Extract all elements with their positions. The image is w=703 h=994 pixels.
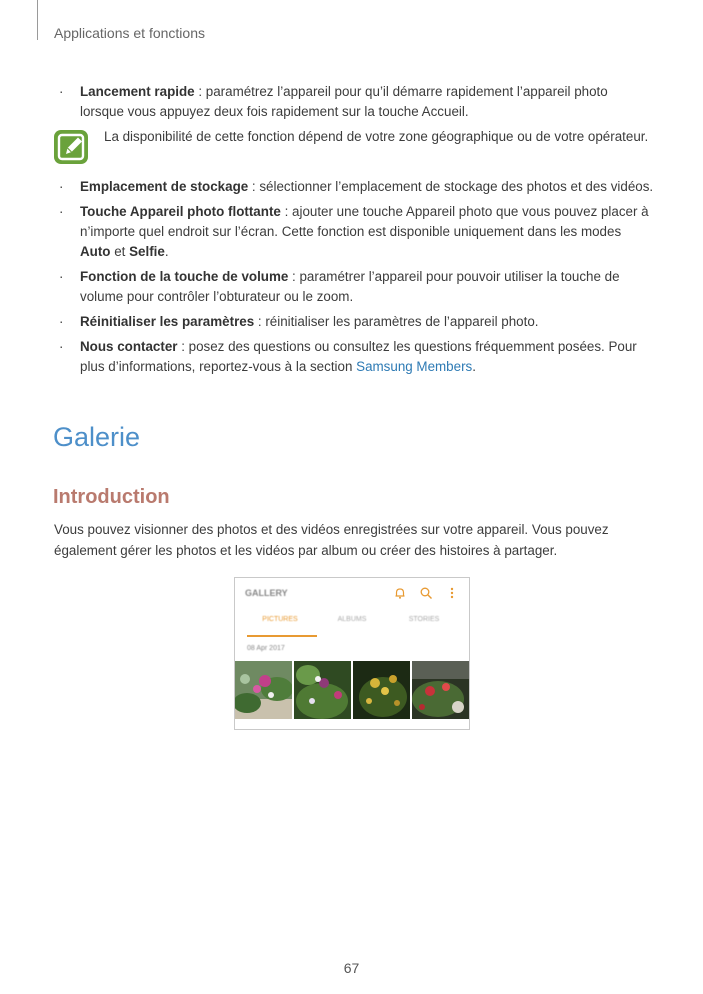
list-item xyxy=(54,312,654,332)
photo-thumbnails xyxy=(235,661,469,719)
bullet-term: Fonction de la touche de volume xyxy=(80,269,289,284)
bullet-text: : ajouter une touche Appareil photo que vous pouvez placer à n’importe quel endroit sur l’écran. Cette fonction est disponible uniquement dans les modes xyxy=(80,204,649,239)
bullet-term: Emplacement de stockage xyxy=(80,179,249,194)
section-subtitle: Introduction xyxy=(53,486,170,508)
tab-pictures: PICTURES xyxy=(262,616,298,623)
bullet-icon: · xyxy=(59,314,64,329)
bullet-term: Lancement rapide xyxy=(80,84,195,99)
more-vertical-icon xyxy=(445,586,459,600)
bullet-text: : paramétrez l’appareil pour qu’il démarre rapidement l’appareil photo lorsque vous appuyez deux fois rapidement sur la touche Accueil. xyxy=(80,84,608,119)
bullet-term: Nous contacter xyxy=(80,339,178,354)
bullet-icon: · xyxy=(59,179,64,194)
gallery-screenshot xyxy=(234,577,470,730)
bullet-text-end: . xyxy=(164,244,169,259)
note-pencil-icon xyxy=(54,130,88,164)
bullet-icon: · xyxy=(59,269,64,284)
mode-selfie: Selfie xyxy=(129,244,165,259)
bell-icon xyxy=(393,586,407,600)
settings-bullet-list xyxy=(54,82,654,382)
bullet-text: : posez des questions ou consultez les questions fréquemment posées. Pour plus d’informations, reportez-vous à la section xyxy=(80,339,637,374)
bullet-icon: · xyxy=(59,204,64,219)
header-rule xyxy=(37,0,38,40)
date-label: 08 Apr 2017 xyxy=(247,645,285,652)
mode-auto: Auto xyxy=(80,244,111,259)
bullet-text-mid: et xyxy=(110,244,130,259)
list-item xyxy=(54,267,654,307)
samsung-members-link[interactable]: Samsung Members xyxy=(356,359,473,374)
photo-thumbnail xyxy=(294,661,351,719)
bullet-icon: · xyxy=(59,84,64,99)
bullet-term: Touche Appareil photo flottante xyxy=(80,204,281,219)
bullet-text: : sélectionner l’emplacement de stockage des photos et des vidéos. xyxy=(248,179,654,194)
note-box xyxy=(54,127,654,167)
app-toolbar xyxy=(393,586,459,600)
bullet-text: : paramétrer l’appareil pour pouvoir utiliser la touche de volume pour contrôler l’obturateur ou le zoom. xyxy=(80,269,620,304)
bullet-text: : réinitialiser les paramètres de l’appareil photo. xyxy=(254,314,539,329)
search-icon xyxy=(419,586,433,600)
list-item xyxy=(54,177,654,197)
list-item xyxy=(54,202,654,262)
list-item xyxy=(54,337,654,377)
section-title: Galerie xyxy=(53,422,141,452)
tab-albums: ALBUMS xyxy=(337,616,367,623)
tab-stories: STORIES xyxy=(408,616,440,623)
active-tab-indicator xyxy=(247,635,317,637)
photo-thumbnail xyxy=(412,661,469,719)
page-header-title: Applications et fonctions xyxy=(54,25,205,41)
bullet-text-end: . xyxy=(472,359,476,374)
note-text: La disponibilité de cette fonction dépend de votre zone géographique ou de votre opérateur. xyxy=(104,129,649,144)
app-title: GALLERY xyxy=(245,588,288,598)
bullet-term: Réinitialiser les paramètres xyxy=(80,314,255,329)
bullet-icon: · xyxy=(59,339,64,354)
photo-thumbnail xyxy=(235,661,292,719)
intro-paragraph: Vous pouvez visionner des photos et des vidéos enregistrées sur votre appareil. Vous pouvez également gérer les photos et les vidéos par album ou créer des histoires à partager. xyxy=(54,522,609,558)
page-number: 67 xyxy=(343,960,360,976)
gallery-tabs xyxy=(245,616,459,623)
photo-thumbnail xyxy=(353,661,410,719)
list-item xyxy=(54,82,654,122)
